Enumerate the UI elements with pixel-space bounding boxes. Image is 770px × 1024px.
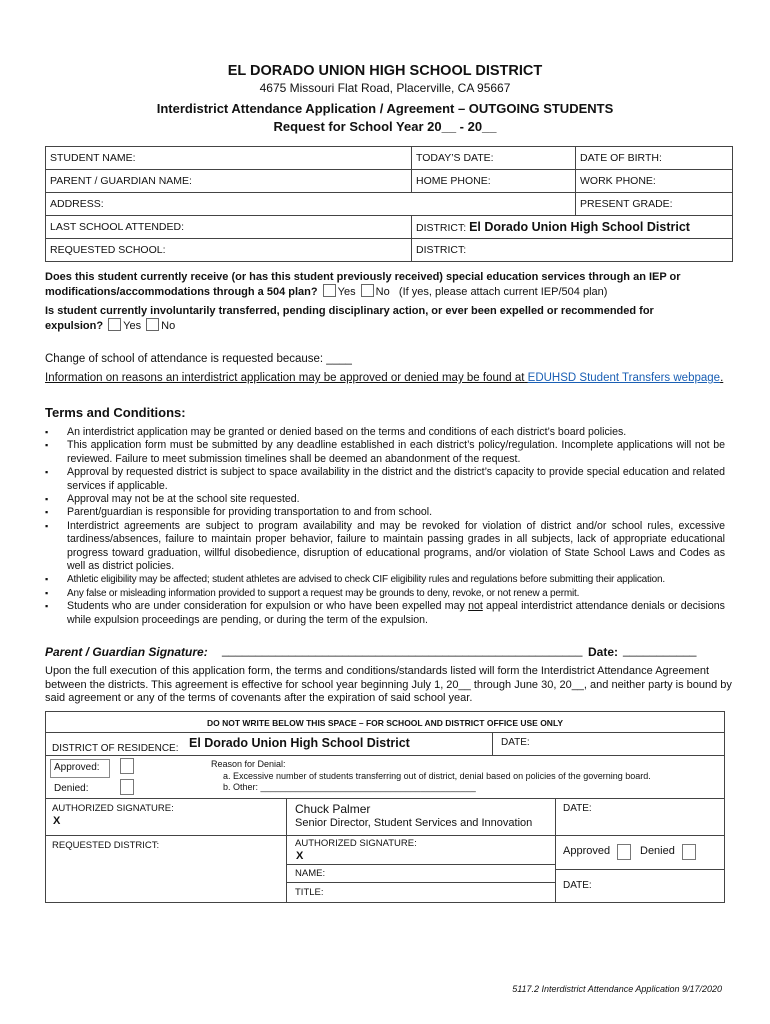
expulsion-question: Is student currently involuntarily transferred, pending disciplinary action, or ever been expelled or recommended for expulsion? Yes No bbox=[45, 305, 654, 332]
office-banner: DO NOT WRITE BELOW THIS SPACE – FOR SCHOOL AND DISTRICT OFFICE USE ONLY bbox=[46, 712, 724, 733]
term-item: ▪ Approval by requested district is subject to space availability in the district and the district’s capacity to provide special education and related services if applicable. bbox=[45, 466, 725, 492]
denied-label: Denied: bbox=[54, 783, 89, 794]
term-item: ▪ This application form must be submitted by any deadline established in each district’s policy/regulation. Incomplete applications will not be reviewed. Failure to meet submission timelines shall be deemed an abandonment of the request. bbox=[45, 439, 725, 465]
term-item: ▪ Interdistrict agreements are subject to program availability and may be revoked for violation of district and/or school rules, excessive tardiness/absences, failure to maintain proper behavior, failure to maintain passing grades in all subjects, lack of appropriate educational progress toward graduation, willful disobedience, disruption of educational programs, and/or violation of State School Laws and Codes as well as district policies. bbox=[45, 519, 725, 573]
student-name-field[interactable]: STUDENT NAME: bbox=[46, 147, 412, 170]
title-field[interactable]: TITLE: bbox=[295, 887, 324, 898]
authorized-date[interactable]: DATE: bbox=[563, 803, 592, 814]
iep-note: (If yes, please attach current IEP/504 plan) bbox=[398, 286, 608, 298]
agreement-text: Upon the full execution of this application form, the terms and conditions/standards listed will form the Interdistrict Attendance Agreement between the districts. This agreement is effective for school year beginning July 1, 20__ through June 30, 20__, and neither party is bound by said agreement or any of the terms of covenants after the expiration of said school year. bbox=[45, 665, 732, 704]
terms-heading: Terms and Conditions: bbox=[45, 405, 186, 420]
change-reason-line[interactable]: Change of school of attendance is requested because: ____ bbox=[45, 353, 352, 365]
expulsion-no-checkbox[interactable] bbox=[146, 318, 159, 331]
district-value: El Dorado Union High School District bbox=[469, 220, 690, 234]
requested-date[interactable]: DATE: bbox=[563, 880, 592, 891]
signer-name: Chuck Palmer bbox=[295, 802, 371, 816]
terms-list bbox=[45, 426, 725, 627]
requested-approved-label: Approved bbox=[563, 845, 611, 857]
residence-date[interactable]: DATE: bbox=[501, 737, 530, 748]
home-phone-field[interactable]: HOME PHONE: bbox=[412, 170, 576, 193]
address-field[interactable]: ADDRESS: bbox=[46, 193, 576, 216]
office-use-section bbox=[45, 711, 725, 903]
requested-district-field[interactable]: DISTRICT: bbox=[412, 239, 733, 262]
authorized-signature-row: AUTHORIZED SIGNATURE: X Chuck Palmer Senior Director, Student Services and Innovation DATE: bbox=[46, 799, 724, 836]
expulsion-yes-checkbox[interactable] bbox=[108, 318, 121, 331]
approved-checkbox[interactable] bbox=[120, 758, 134, 774]
todays-date-field[interactable]: TODAY’S DATE: bbox=[412, 147, 576, 170]
requested-district-block: REQUESTED DISTRICT: AUTHORIZED SIGNATURE: X NAME: TITLE: Approved Denied DATE: bbox=[46, 836, 724, 902]
district-title: EL DORADO UNION HIGH SCHOOL DISTRICT bbox=[227, 63, 543, 79]
term-item: ▪ Approval may not be at the school site requested. bbox=[45, 493, 300, 506]
date-of-birth-field[interactable]: DATE OF BIRTH: bbox=[576, 147, 733, 170]
term-item: ▪ An interdistrict application may be granted or denied based on the terms and conditions of each district’s board policies. bbox=[45, 426, 627, 438]
transfers-webpage-link[interactable]: EDUHSD Student Transfers webpage bbox=[527, 372, 721, 384]
parent-signature-line[interactable]: ______________________________________________________ bbox=[222, 643, 583, 657]
parent-name-field[interactable]: PARENT / GUARDIAN NAME: bbox=[46, 170, 412, 193]
residence-row: DISTRICT OF RESIDENCE: El Dorado Union High School District DATE: bbox=[46, 733, 724, 756]
denied-checkbox[interactable] bbox=[120, 779, 134, 795]
district-address: 4675 Missouri Flat Road, Placerville, CA 95667 bbox=[259, 81, 511, 95]
residence-value: El Dorado Union High School District bbox=[189, 736, 410, 750]
present-grade-field[interactable]: PRESENT GRADE: bbox=[576, 193, 733, 216]
school-year-line: Request for School Year 20__ - 20__ bbox=[273, 119, 497, 134]
last-school-field[interactable]: LAST SCHOOL ATTENDED: bbox=[46, 216, 412, 239]
term-item: ▪ Parent/guardian is responsible for providing transportation to and from school. bbox=[45, 506, 433, 519]
decision-row bbox=[46, 756, 724, 799]
requested-school-field[interactable]: REQUESTED SCHOOL: bbox=[46, 239, 412, 262]
last-school-district-field[interactable]: DISTRICT: El Dorado Union High School District bbox=[412, 216, 733, 239]
info-line: Information on reasons an interdistrict application may be approved or denied may be found at EDUHSD Student Transfers webpage. bbox=[45, 372, 724, 384]
date-label: Date: bbox=[588, 645, 619, 659]
term-item: ▪ Any false or misleading information provided to support a request may be grounds to deny, revoke, or not renew a permit. bbox=[45, 587, 580, 599]
work-phone-field[interactable]: WORK PHONE: bbox=[576, 170, 733, 193]
parent-signature-label: Parent / Guardian Signature: bbox=[45, 645, 208, 659]
term-item: ▪ Students who are under consideration for expulsion or who have been expelled may not appeal interdistrict attendance denials or decisions while expulsion proceedings are pending, or during the term of the expulsion. bbox=[45, 600, 725, 626]
iep-no-checkbox[interactable] bbox=[361, 284, 374, 297]
form-title: Interdistrict Attendance Application / Agreement – OUTGOING STUDENTS bbox=[156, 101, 614, 116]
requested-signature-x[interactable]: X bbox=[296, 850, 304, 862]
footer-version: 5117.2 Interdistrict Attendance Application 9/17/2020 bbox=[512, 984, 722, 994]
signature-x[interactable]: X bbox=[53, 815, 61, 827]
student-info-table bbox=[45, 146, 733, 262]
signer-title: Senior Director, Student Services and Innovation bbox=[295, 817, 533, 829]
name-field[interactable]: NAME: bbox=[295, 868, 326, 879]
denial-reasons: Reason for Denial: a. Excessive number of students transferring out of district, denial based on policies of the governing board. b. Other: ___________________________________________ bbox=[211, 759, 651, 792]
requested-approved-checkbox[interactable] bbox=[617, 844, 631, 860]
approved-label: Approved: bbox=[54, 762, 100, 773]
date-line[interactable]: ___________ bbox=[623, 643, 697, 657]
requested-denied-checkbox[interactable] bbox=[682, 844, 696, 860]
requested-denied-label: Denied bbox=[640, 845, 675, 857]
iep-yes-checkbox[interactable] bbox=[323, 284, 336, 297]
term-item: ▪ Athletic eligibility may be affected; student athletes are advised to check CIF eligibility rules and regulations before submitting their application. bbox=[45, 574, 665, 586]
iep-question: Does this student currently receive (or has this student previously received) special education services through an IEP or modifications/accommodations through a 504 plan? Yes No (If yes, please attach current IEP/504 plan) bbox=[45, 271, 681, 298]
